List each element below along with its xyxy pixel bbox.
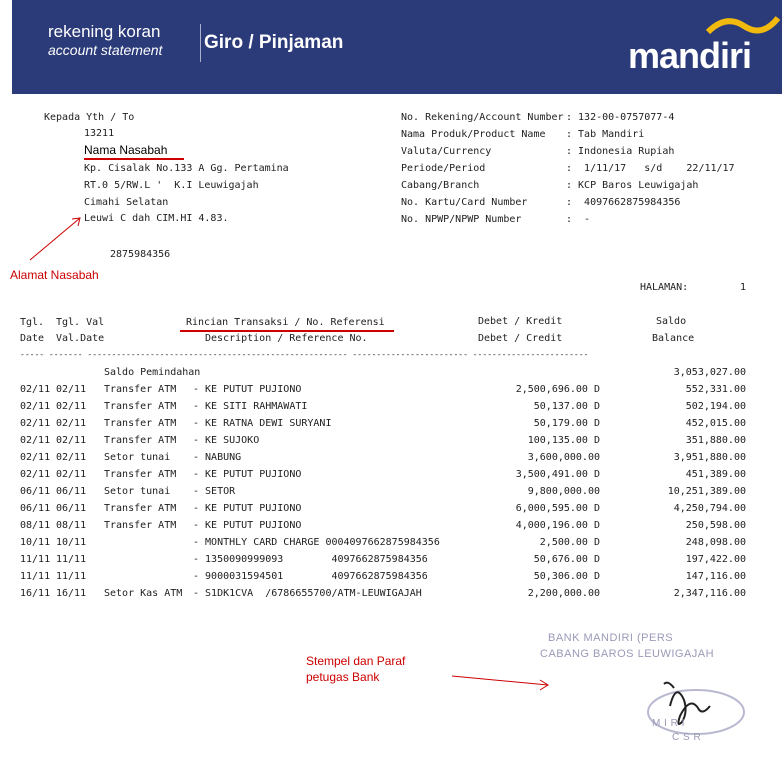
name-underline: [84, 158, 184, 160]
col-header-tglval: Tgl. Val: [56, 317, 105, 328]
product-name-label: Nama Produk/Product Name: [401, 129, 546, 140]
card-number-value: : 4097662875984356: [566, 197, 681, 208]
address-line-3: Cimahi Selatan: [84, 197, 169, 208]
row-amount: 3,600,000.00: [527, 452, 600, 463]
row-amount: 2,500,696.00 D: [515, 384, 600, 395]
row-date: 02/11: [20, 418, 51, 429]
currency-value: : Indonesia Rupiah: [566, 146, 675, 157]
row-balance: 2,347,116.00: [673, 588, 746, 599]
header-separator: [200, 24, 201, 62]
row-val-date: 02/11: [56, 384, 87, 395]
row-amount: 50,137.00 D: [533, 401, 600, 412]
row-date: 06/11: [20, 503, 51, 514]
account-number-value: : 132-00-0757077-4: [566, 112, 675, 123]
opening-label: Saldo Pemindahan: [104, 367, 201, 378]
seal-text-2: C S R: [672, 732, 702, 743]
row-date: 16/11: [20, 588, 51, 599]
row-val-date: 02/11: [56, 401, 87, 412]
mandiri-logo: mandiri: [628, 35, 752, 76]
period-value: : 1/11/17 s/d 22/11/17: [566, 163, 735, 174]
row-balance: 451,389.00: [685, 469, 746, 480]
currency-label: Valuta/Currency: [401, 146, 492, 157]
row-val-date: 02/11: [56, 435, 87, 446]
row-balance: 147,116.00: [685, 571, 746, 582]
row-balance: 452,015.00: [685, 418, 746, 429]
row-val-date: 06/11: [56, 486, 87, 497]
row-val-date: 11/11: [56, 554, 87, 565]
row-type: Transfer ATM: [104, 520, 177, 531]
row-date: 10/11: [20, 537, 51, 548]
row-balance: 248,098.00: [685, 537, 746, 548]
row-amount: 2,500.00 D: [539, 537, 600, 548]
address-annotation: Alamat Nasabah: [10, 268, 99, 282]
row-description: - 1350090999093 4097662875984356: [193, 554, 428, 565]
row-amount: 9,800,000.00: [527, 486, 600, 497]
customer-name: Nama Nasabah: [84, 143, 168, 157]
row-type: Setor Kas ATM: [104, 588, 183, 599]
col-header-valdate: Val.Date: [56, 333, 105, 344]
row-date: 02/11: [20, 435, 51, 446]
stamp-annotation-line2: petugas Bank: [306, 670, 380, 684]
row-balance: 502,194.00: [685, 401, 746, 412]
stamp-annotation-line1: Stempel dan Paraf: [306, 654, 406, 668]
table-divider: ----- ------- ------------------------------------------------------ ------------------------ ------------------------: [20, 350, 589, 359]
row-balance: 351,880.00: [685, 435, 746, 446]
bank-stamp-line1: BANK MANDIRI (PERS: [548, 632, 674, 644]
product-name-value: : Tab Mandiri: [566, 129, 645, 140]
row-balance: 3,951,880.00: [673, 452, 746, 463]
stamp-arrow-icon: [450, 672, 554, 694]
row-description: - KE PUTUT PUJIONO: [193, 520, 302, 531]
seal-text-1: M I R I: [652, 718, 685, 729]
row-val-date: 16/11: [56, 588, 87, 599]
row-amount: 50,179.00 D: [533, 418, 600, 429]
row-description: - MONTHLY CARD CHARGE 0004097662875984356: [193, 537, 440, 548]
row-type: Transfer ATM: [104, 384, 177, 395]
row-description: - S1DK1CVA /6786655700/ATM-LEUWIGAJAH: [193, 588, 422, 599]
row-balance: 250,598.00: [685, 520, 746, 531]
address-arrow-icon: [24, 212, 90, 266]
row-date: 02/11: [20, 401, 51, 412]
row-amount: 2,200,000.00: [527, 588, 600, 599]
row-val-date: 02/11: [56, 469, 87, 480]
row-description: - KE RATNA DEWI SURYANI: [193, 418, 332, 429]
row-balance: 552,331.00: [685, 384, 746, 395]
row-description: - KE SITI RAHMAWATI: [193, 401, 308, 412]
row-type: Transfer ATM: [104, 469, 177, 480]
statement-title-id: rekening koran: [48, 22, 161, 41]
account-number-label: No. Rekening/Account Number: [401, 112, 564, 123]
address-line-2: RT.0 5/RW.L ' K.I Leuwigajah: [84, 180, 259, 191]
row-description: - KE SUJOKO: [193, 435, 260, 446]
recipient-code: 13211: [84, 128, 115, 139]
row-val-date: 11/11: [56, 571, 87, 582]
row-balance: 197,422.00: [685, 554, 746, 565]
npwp-value: : -: [566, 214, 591, 225]
row-amount: 50,306.00 D: [533, 571, 600, 582]
recipient-greeting: Kepada Yth / To: [44, 112, 135, 123]
row-date: 02/11: [20, 469, 51, 480]
col-header-date: Date: [20, 333, 45, 344]
row-date: 11/11: [20, 554, 51, 565]
row-description: - KE PUTUT PUJIONO: [193, 384, 302, 395]
col-header-tgl: Tgl.: [20, 317, 45, 328]
account-suffix: 2875984356: [110, 249, 171, 260]
row-date: 11/11: [20, 571, 51, 582]
row-val-date: 02/11: [56, 418, 87, 429]
address-line-4: Leuwi C dah CIM.HI 4.83.: [84, 213, 229, 224]
row-type: Transfer ATM: [104, 418, 177, 429]
row-val-date: 10/11: [56, 537, 87, 548]
row-amount: 100,135.00 D: [527, 435, 600, 446]
npwp-label: No. NPWP/NPWP Number: [401, 214, 522, 225]
row-amount: 50,676.00 D: [533, 554, 600, 565]
row-balance: 10,251,389.00: [667, 486, 746, 497]
col-header-debet-credit: Debet / Credit: [478, 333, 563, 344]
row-date: 02/11: [20, 452, 51, 463]
row-val-date: 02/11: [56, 452, 87, 463]
row-val-date: 06/11: [56, 503, 87, 514]
row-description: - NABUNG: [193, 452, 242, 463]
rincian-underline: [180, 330, 394, 332]
address-line-1: Kp. Cisalak No.133 A Gg. Pertamina: [84, 163, 289, 174]
row-balance: 4,250,794.00: [673, 503, 746, 514]
opening-balance: 3,053,027.00: [673, 367, 746, 378]
statement-title-en: account statement: [48, 42, 163, 58]
col-header-description: Description / Reference No.: [205, 333, 368, 344]
row-type: Transfer ATM: [104, 435, 177, 446]
row-type: Setor tunai: [104, 486, 171, 497]
col-header-saldo: Saldo: [656, 316, 687, 327]
row-date: 06/11: [20, 486, 51, 497]
row-val-date: 08/11: [56, 520, 87, 531]
bank-stamp-line2: CABANG BAROS LEUWIGAJAH: [540, 648, 715, 660]
branch-value: : KCP Baros Leuwigajah: [566, 180, 699, 191]
page-label: HALAMAN:: [640, 282, 689, 293]
row-type: Transfer ATM: [104, 401, 177, 412]
card-number-label: No. Kartu/Card Number: [401, 197, 528, 208]
row-description: - 9000031594501 4097662875984356: [193, 571, 428, 582]
branch-label: Cabang/Branch: [401, 180, 480, 191]
period-label: Periode/Period: [401, 163, 486, 174]
row-type: Setor tunai: [104, 452, 171, 463]
row-description: - KE PUTUT PUJIONO: [193, 469, 302, 480]
row-date: 02/11: [20, 384, 51, 395]
row-amount: 4,000,196.00 D: [515, 520, 600, 531]
row-amount: 6,000,595.00 D: [515, 503, 600, 514]
product-title: Giro / Pinjaman: [204, 32, 344, 53]
page-number: 1: [740, 282, 747, 293]
col-header-rincian: Rincian Transaksi / No. Referensi: [186, 317, 385, 328]
col-header-balance: Balance: [652, 333, 695, 344]
row-type: Transfer ATM: [104, 503, 177, 514]
col-header-debet-kredit: Debet / Kredit: [478, 316, 563, 327]
row-description: - SETOR: [193, 486, 236, 497]
row-date: 08/11: [20, 520, 51, 531]
row-amount: 3,500,491.00 D: [515, 469, 600, 480]
row-description: - KE PUTUT PUJIONO: [193, 503, 302, 514]
